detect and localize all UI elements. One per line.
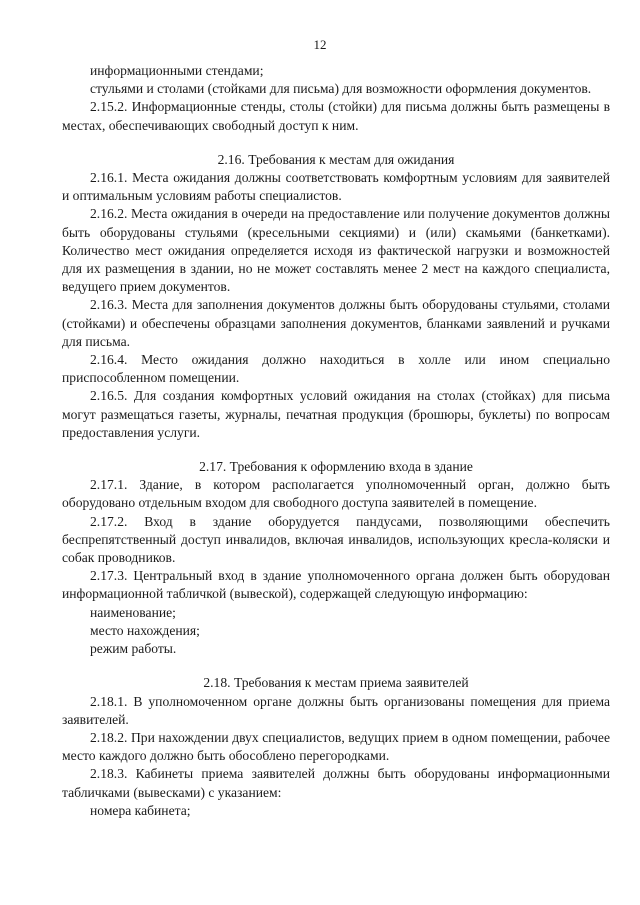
paragraph: 2.18.2. При нахождении двух специалистов, ведущих прием в одном помещении, рабочее место каждого должно быть обособлено перегородками.	[62, 729, 610, 764]
paragraph: стульями и столами (стойками для письма) для возможности оформления документов.	[90, 81, 592, 97]
paragraph: 2.17.2. Вход в здание оборудуется пандусами, позволяющими обеспечить беспрепятственный доступ инвалидов, включая инвалидов, использующих кресла-коляски и собак проводников.	[62, 513, 610, 566]
paragraph: 2.18.1. В уполномоченном органе должны быть организованы помещения для приема заявителей.	[62, 693, 610, 727]
paragraph: 2.17.1. Здание, в котором располагается уполномоченный орган, должно быть оборудовано отдельным входом для свободного доступа заявителей в помещение.	[62, 477, 610, 511]
list-item: режим работы.	[90, 641, 177, 657]
list-item: номера кабинета;	[90, 802, 191, 818]
paragraph: 2.16.2. Места ожидания в очереди на предоставление или получение документов должны быть оборудованы стульями (кресельными секциями) и (или) скамьями (банкетками). Количество мест ожидания определяется исходя из фактической нагрузки и возможностей для их размещения в здании, но не может составлять менее 2 мест на каждого специалиста, ведущего прием документов.	[62, 206, 610, 295]
section-heading: 2.17. Требования к оформлению входа в здание	[199, 459, 473, 475]
paragraph: 2.15.2. Информационные стенды, столы (стойки) для письма должны быть размещены в местах, обеспечивающих свободный доступ к ним.	[62, 99, 610, 133]
section-heading: 2.18. Требования к местам приема заявителей	[203, 675, 469, 691]
paragraph: 2.16.4. Место ожидания должно находиться в холле или ином специально приспособленном помещении.	[62, 352, 610, 386]
list-item: наименование;	[90, 604, 176, 620]
section-heading: 2.16. Требования к местам для ожидания	[217, 151, 455, 167]
paragraph: 2.18.3. Кабинеты приема заявителей должны быть оборудованы информационными табличками (вывесками) с указанием:	[62, 766, 610, 800]
paragraph: 2.16.1. Места ожидания должны соответствовать комфортным условиям для заявителей и оптимальным условиям работы специалистов.	[62, 170, 610, 204]
document-body	[62, 62, 610, 820]
list-item: место нахождения;	[90, 622, 200, 638]
page-number: 12	[313, 37, 327, 52]
paragraph: 2.17.3. Центральный вход в здание уполномоченного органа должен быть оборудован информационной табличкой (вывеской), содержащей следующую информацию:	[62, 568, 610, 602]
paragraph: 2.16.3. Места для заполнения документов должны быть оборудованы стульями, столами (стойками) и обеспечены образцами заполнения документов, бланками заявлений и ручками для письма.	[62, 297, 610, 349]
paragraph: 2.16.5. Для создания комфортных условий ожидания на столах (стойках) для письма могут размещаться газеты, журналы, печатная продукция (брошюры, буклеты) по вопросам предоставления услуги.	[62, 388, 610, 440]
list-item: информационными стендами;	[90, 63, 264, 78]
